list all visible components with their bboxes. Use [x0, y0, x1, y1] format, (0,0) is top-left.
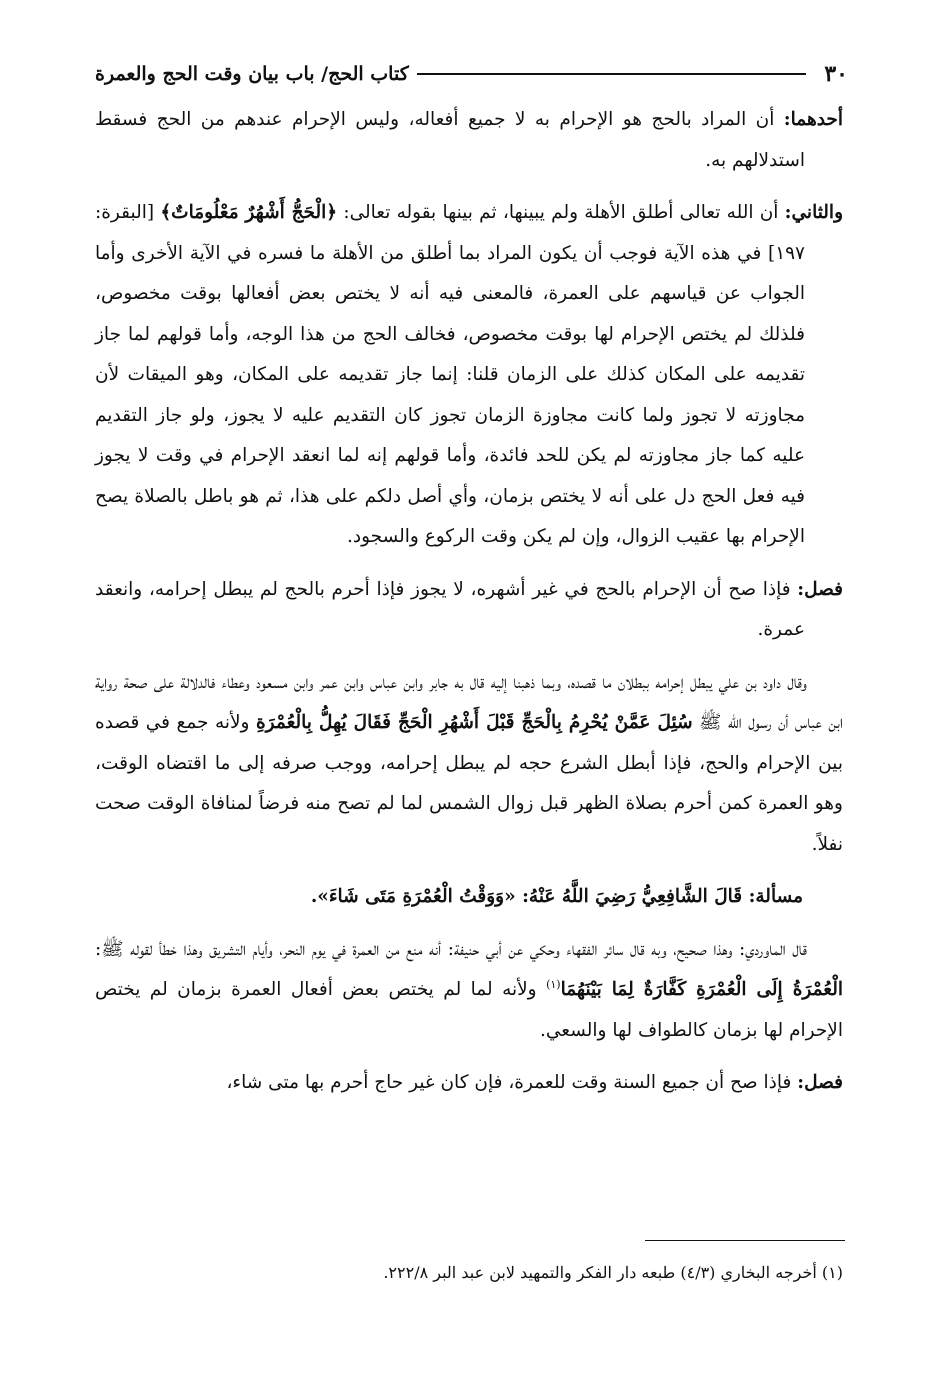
lead-word: أحدهما:: [783, 109, 843, 130]
paragraph-text: ولأنه لما لم يختص بعض أفعال العمرة بزمان لم يختص الإحرام لها بزمان كالطواف لها والسعي.: [95, 979, 843, 1041]
paragraph-text: قال الماوردي: وهذا صحيح، وبه قال سائر الفقهاء وحكي عن أبي حنيفة: أنه منع من العمرة في يوم النحر، وأيام التشريق وهذا خطأ لقوله ﷺ:: [95, 938, 807, 960]
footnote-rule: [645, 1240, 845, 1241]
paragraph-text: ولأنه جمع في قصده بين الإحرام والحج، فإذا أبطل الشرع حجه لم يبطل إحرامه، ووجب صرفه إلى ما اقتضاه الوقت، وهو العمرة كمن أحرم بصلاة الظهر قبل زوال الشمس لما لم تصح منه فرضاً لمنافاة الوقت صحت نفلاً.: [95, 712, 843, 855]
hadith-quote: الْعُمْرَةُ إِلَى الْعُمْرَةِ كَفَّارَةٌ لِمَا بَيْنَهُمَا: [560, 979, 843, 1000]
paragraph-masala: [95, 877, 843, 918]
masala-text: قَالَ الشَّافِعِيُّ رَضِيَ اللَّهُ عَنْهُ: «وَوَقْتُ الْعُمْرَةِ مَتَى شَاءَ».: [310, 886, 749, 907]
paragraph-dawud: [95, 663, 843, 866]
header-rule: [417, 73, 807, 75]
paragraph-fasl-2: [95, 1063, 843, 1104]
paragraph-text: أن المراد بالحج هو الإحرام به لا جميع أفعاله، وليس الإحرام عندهم من الحج فسقط استدلالهم به.: [95, 109, 805, 171]
paragraph-fasl-1: [95, 570, 843, 651]
running-title: كتاب الحج/ باب بيان وقت الحج والعمرة: [95, 63, 409, 85]
hadith-quote: سُئِلَ عَمَّنْ يُحْرِمُ بِالْحَجِّ قَبْلَ أَشْهُرِ الْحَجِّ فَقَالَ يُهِلُّ بِالْعُمْرَةِ: [255, 712, 693, 733]
paragraph-text: وقال داود بن علي يبطل إحرامه ببطلان ما قصده، وبما ذهبنا إليه قال به جابر وابن عباس وابن عمر وابن مسعود وعطاء فالدلالة على صحة رواية ابن عباس أن رسول الله ﷺ: [95, 671, 843, 733]
page-number: ٣٠: [824, 61, 848, 87]
lead-word: فصل:: [797, 578, 844, 600]
quran-verse: ﴿الْحَجُّ أَشْهُرٌ مَعْلُومَاتٌ﴾: [160, 202, 338, 223]
paragraph-text: فإذا صح أن الإحرام بالحج في غير أشهره، لا يجوز فإذا أحرم بالحج لم يبطل إحرامه، وانعقد عمرة.: [95, 578, 805, 640]
paragraph-text: أن الله تعالى أطلق الأهلة ولم يبينها، ثم بينها بقوله تعالى:: [337, 202, 785, 223]
page-body: [95, 100, 843, 1116]
paragraph-text: فإذا صح أن جميع السنة وقت للعمرة، فإن كان غير حاج أحرم بها متى شاء،: [226, 1072, 798, 1093]
page-header: [95, 58, 848, 90]
lead-word: فصل:: [797, 1072, 843, 1093]
paragraph-text: [البقرة: ١٩٧] في هذه الآية فوجب أن يكون المراد بما أطلق من الأهلة ما فسره في الآية الأخرى وأما الجواب عن قياسهم على العمرة، فالمعنى فيه أنه لا يختص بعض أفعالها بوقت مخصوص، فلذلك لم يختص الإحرام لها بوقت مخصوص، فخالف الحج من هذا الوجه، وأما قولهم لما جاز تقديمه على المكان كذلك على الزمان قلنا: إنما جاز تقديمه على المكان، وهو الميقات لأن مجاوزته لا تجوز ولما كانت مجاوزة الزمان تجوز كان التقديم عليه لا يجوز، ولو جاز التقديم عليه كما جاز مجاوزته لم يكن للحد فائدة، وأما قولهم إنه لما انعقد الإحرام في وقت لا يجوز فيه فعل الحج دل على أنه لا يختص بزمان، وأي أصل دلكم على هذا، ثم هو باطل بالصلاة يصح الإحرام بها عقيب الزوال، وإن لم يكن وقت الركوع والسجود.: [95, 202, 805, 547]
footnote: (١) أخرجه البخاري (٤/٣) طبعه دار الفكر والتمهيد لابن عبد البر ٢٢٢/٨.: [383, 1263, 843, 1282]
lead-word: والثاني:: [784, 202, 843, 223]
lead-word: مسألة:: [748, 886, 803, 907]
paragraph-second-answer: [95, 193, 843, 558]
footnote-reference[interactable]: (١): [546, 977, 561, 991]
paragraph-first-answer: [95, 100, 843, 181]
paragraph-mawardi: [95, 930, 843, 1052]
